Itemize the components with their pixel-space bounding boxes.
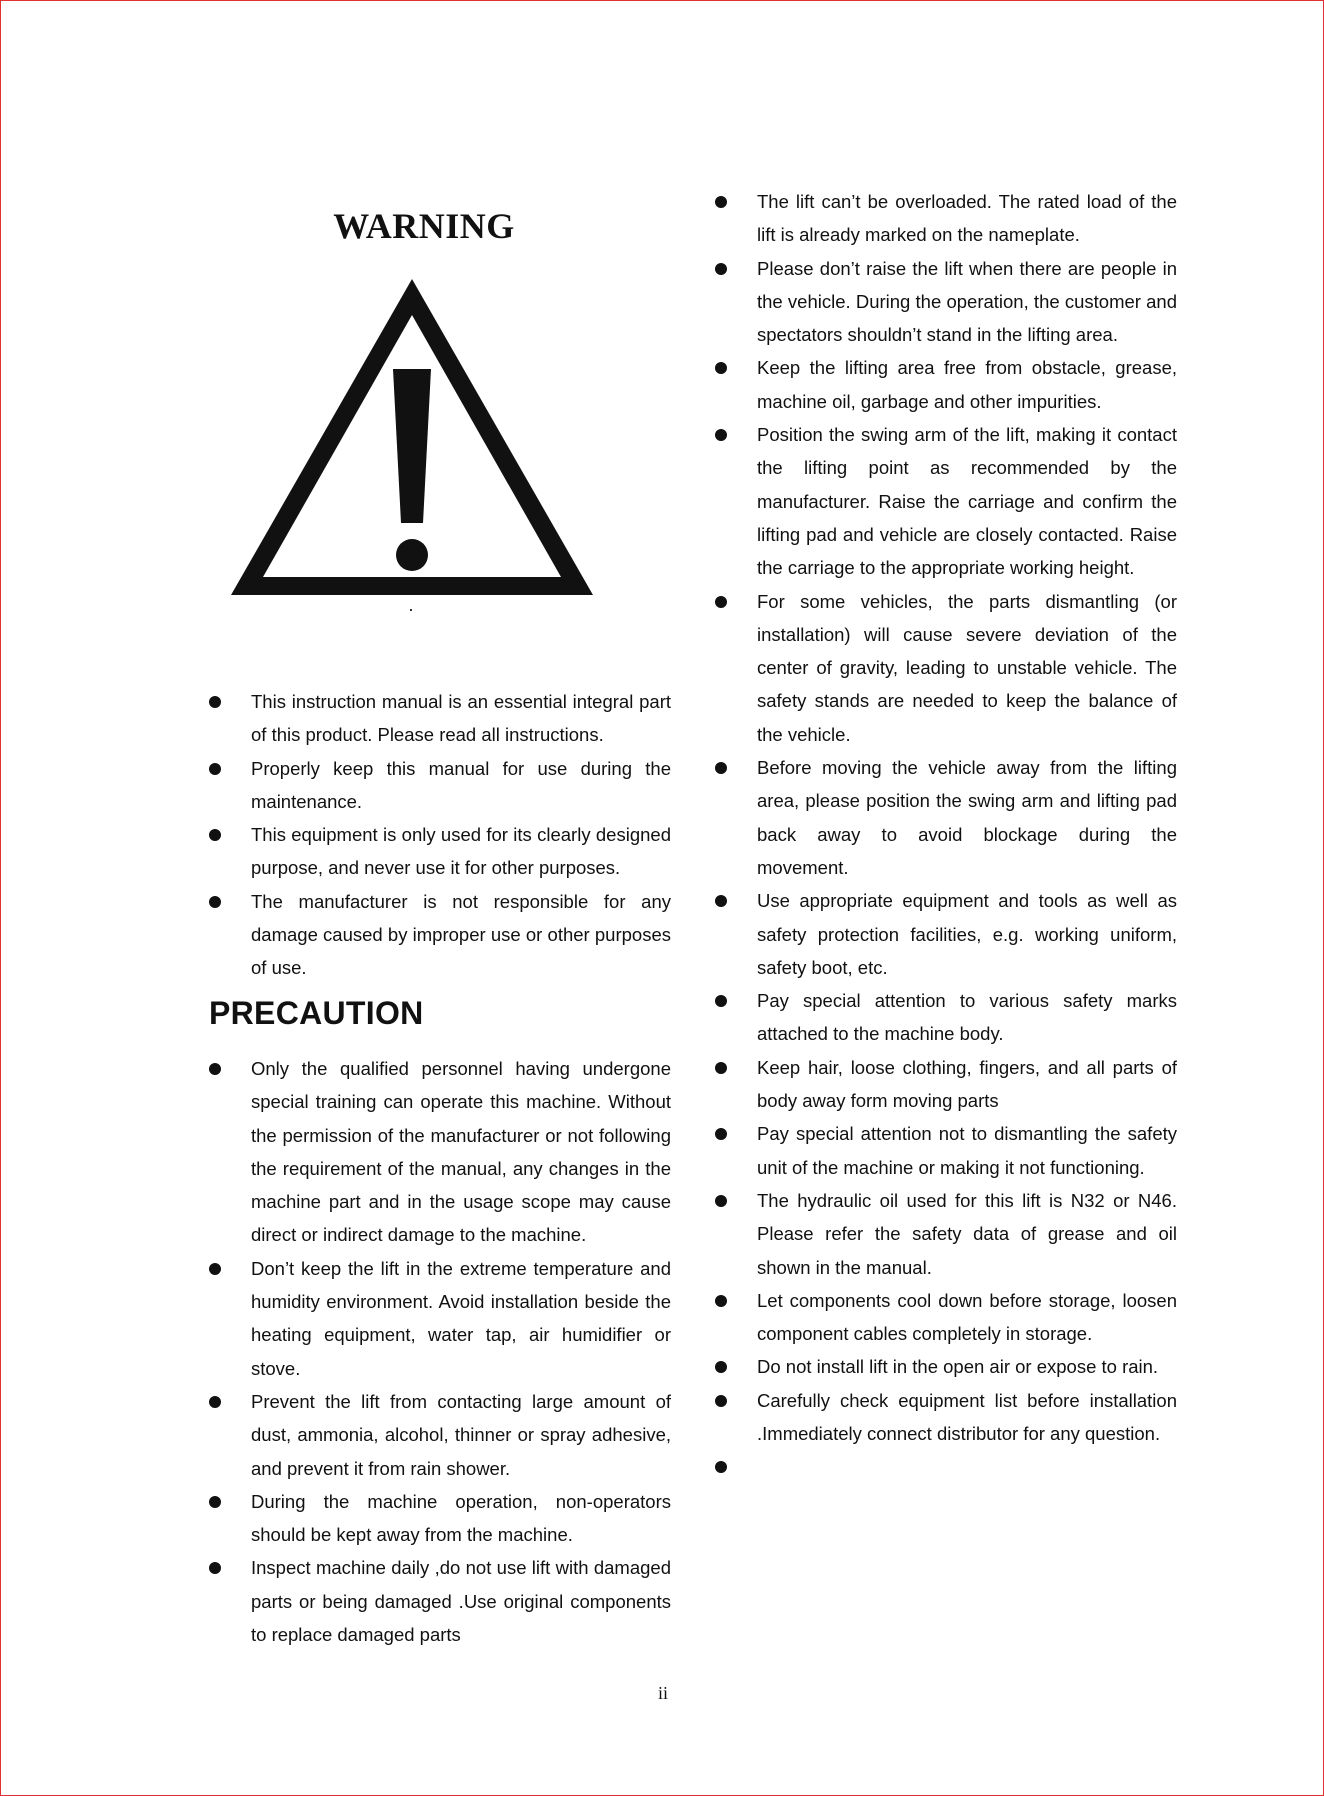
bullet-icon — [715, 429, 727, 441]
bullet-icon — [209, 1063, 221, 1075]
bullet-icon — [209, 1263, 221, 1275]
list-item-text: The hydraulic oil used for this lift is N32 or N46. Please refer the safety data of grease and oil shown in the manual. — [757, 1189, 1177, 1278]
list-item — [207, 752, 671, 819]
bullet-icon — [715, 1361, 727, 1373]
list-item-text: Please don’t raise the lift when there are people in the vehicle. During the operation, the customer and spectators shouldn’t stand in the lifting area. — [757, 257, 1177, 346]
list-item — [207, 685, 671, 752]
bullet-icon — [715, 196, 727, 208]
list-item — [207, 1252, 671, 1385]
list-item-text: This equipment is only used for its clearly designed purpose, and never use it for other purposes. — [251, 824, 671, 879]
bullet-icon — [209, 1496, 221, 1508]
intro-list — [207, 685, 671, 985]
bullet-icon — [209, 896, 221, 908]
list-item-text: Carefully check equipment list before installation .Immediately connect distributor for any question. — [757, 1389, 1177, 1444]
list-item — [713, 1350, 1177, 1383]
list-item-text: Keep hair, loose clothing, fingers, and all parts of body away form moving parts — [757, 1056, 1177, 1112]
list-item-text — [757, 1456, 762, 1477]
list-item-text: During the machine operation, non-operators should be kept away from the machine. — [251, 1490, 671, 1546]
list-item — [713, 351, 1177, 418]
list-item-text: For some vehicles, the parts dismantling (or installation) will cause severe deviation of the center of gravity, leading to unstable vehicle. The safety stands are needed to keep the balance of the vehicle. — [757, 590, 1177, 745]
bullet-icon — [715, 362, 727, 374]
list-item — [207, 1052, 671, 1252]
list-item-text: The manufacturer is not responsible for any damage caused by improper use or other purposes of use. — [251, 890, 671, 979]
bullet-icon — [715, 995, 727, 1007]
list-item-text: Pay special attention not to dismantling the safety unit of the machine or making it not functioning. — [757, 1123, 1177, 1178]
bullet-icon — [715, 263, 727, 275]
bullet-icon — [209, 763, 221, 775]
list-item — [713, 751, 1177, 884]
bullet-icon — [715, 1128, 727, 1140]
list-item — [713, 1384, 1177, 1451]
bullet-icon — [715, 1461, 727, 1473]
bullet-icon — [715, 596, 727, 608]
list-item — [207, 1485, 671, 1552]
warning-triangle-exclamation-icon — [227, 275, 597, 599]
list-item — [207, 1385, 671, 1485]
list-item — [713, 252, 1177, 352]
list-item-text: Use appropriate equipment and tools as well as safety protection facilities, e.g. working uniform, safety boot, etc. — [757, 890, 1177, 978]
list-item — [713, 1051, 1177, 1118]
bullet-icon — [715, 1195, 727, 1207]
bullet-icon — [209, 1562, 221, 1574]
list-item-text: Properly keep this manual for use during the maintenance. — [251, 757, 671, 812]
bullet-icon — [715, 1395, 727, 1407]
bullet-icon — [715, 1062, 727, 1074]
stray-dot — [410, 609, 412, 611]
bullet-icon — [209, 1396, 221, 1408]
list-item-text: Prevent the lift from contacting large amount of dust, ammonia, alcohol, thinner or spray adhesive, and prevent it from rain shower. — [251, 1390, 671, 1479]
warning-title: WARNING — [333, 206, 515, 246]
page-number: ii — [657, 1683, 668, 1703]
precaution-list — [207, 1052, 671, 1651]
list-item-text: Let components cool down before storage, loosen component cables completely in storage. — [757, 1289, 1177, 1345]
list-item-text: Don’t keep the lift in the extreme temperature and humidity environment. Avoid installation beside the heating equipment, water tap, air humidifier or stove. — [251, 1257, 671, 1379]
bullet-icon — [715, 762, 727, 774]
list-item-text: Keep the lifting area free from obstacle, grease, machine oil, garbage and other impurities. — [757, 357, 1177, 412]
list-item-text: Position the swing arm of the lift, making it contact the lifting point as recommended by the manufacturer. Raise the carriage and confirm the lifting pad and vehicle are closely contacted. Raise the carriage to the appropriate working height. — [757, 424, 1177, 579]
list-item-text: Only the qualified personnel having undergone special training can operate this machine. Without the permission of the manufacturer or not following the requirement of the manual, any changes in the machine part and in the usage scope may cause direct or indirect damage to the machine. — [251, 1058, 671, 1246]
bullet-icon — [715, 895, 727, 907]
bullet-icon — [209, 829, 221, 841]
list-item — [207, 1551, 671, 1651]
list-item — [713, 185, 1177, 252]
list-item-text: Do not install lift in the open air or expose to rain. — [757, 1356, 1159, 1378]
list-item — [207, 885, 671, 985]
list-item-text: The lift can’t be overloaded. The rated load of the lift is already marked on the nameplate. — [757, 191, 1177, 246]
list-item-text: This instruction manual is an essential integral part of this product. Please read all instructions. — [251, 691, 671, 746]
list-item — [713, 1184, 1177, 1284]
list-item-text: Before moving the vehicle away from the lifting area, please position the swing arm and lifting pad back away to avoid blockage during the movement. — [757, 757, 1177, 878]
list-item — [713, 984, 1177, 1051]
list-item — [207, 818, 671, 885]
list-item — [713, 418, 1177, 584]
bullet-icon — [715, 1295, 727, 1307]
list-item — [713, 884, 1177, 984]
precaution-heading: PRECAUTION — [209, 995, 424, 1031]
bullet-icon — [209, 696, 221, 708]
precaution-list-continued — [713, 185, 1177, 1484]
list-item-text: Inspect machine daily ,do not use lift with damaged parts or being damaged .Use original components to replace damaged parts — [251, 1557, 671, 1646]
list-item — [713, 1117, 1177, 1184]
list-item — [713, 1450, 1177, 1483]
list-item-text: Pay special attention to various safety marks attached to the machine body. — [757, 990, 1177, 1045]
list-item — [713, 585, 1177, 751]
list-item — [713, 1284, 1177, 1351]
